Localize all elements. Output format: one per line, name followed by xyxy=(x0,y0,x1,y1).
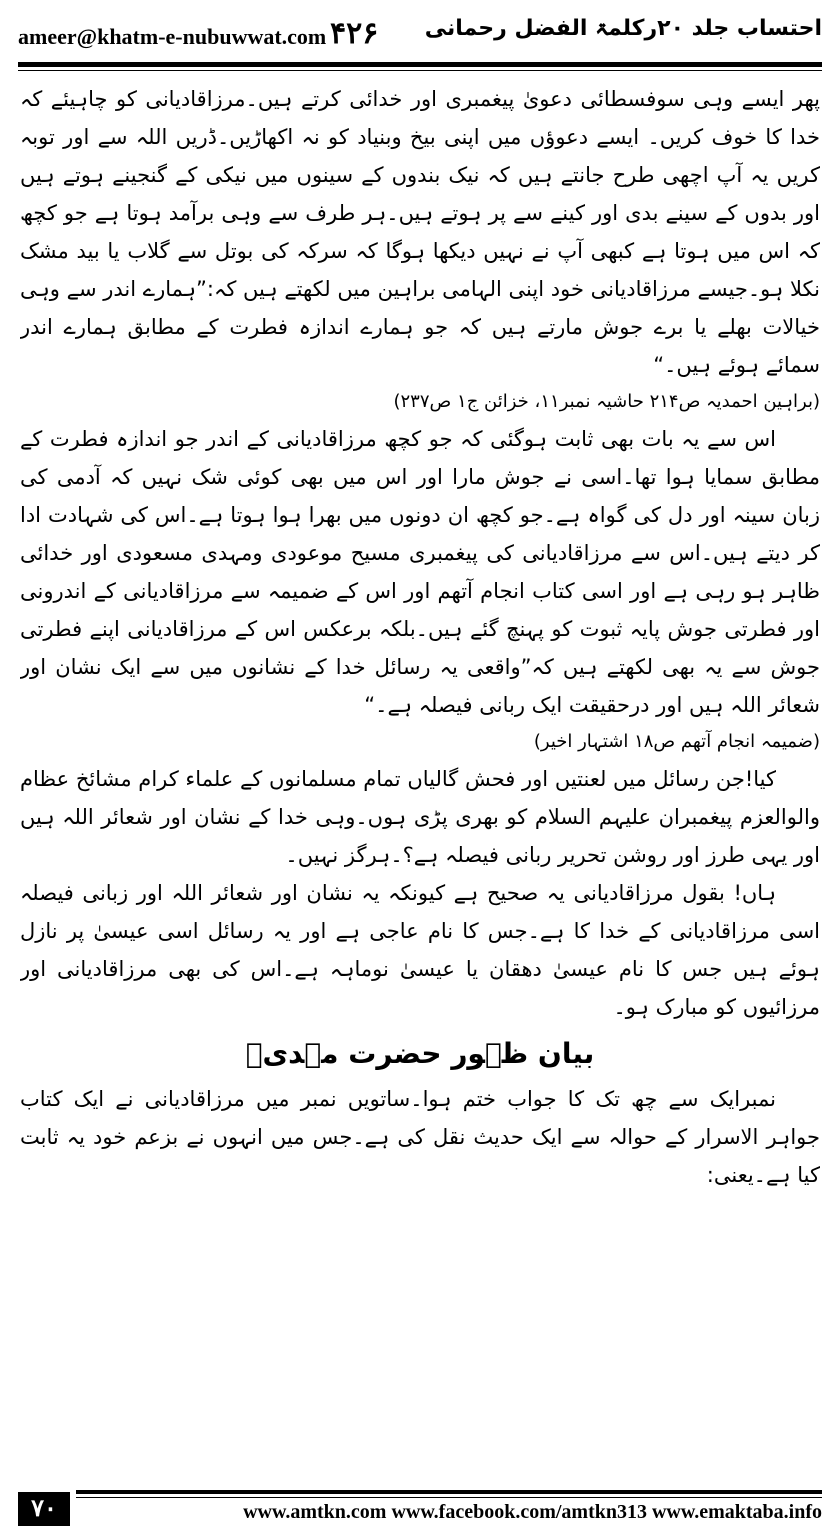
header-divider-thin xyxy=(18,70,822,71)
page-body xyxy=(20,80,820,1470)
page-header xyxy=(18,14,822,58)
footer-page-number: ۷۰ xyxy=(18,1492,70,1526)
footer-divider-thin xyxy=(76,1497,822,1498)
paragraph-5: نمبرایک سے چھ تک کا جواب ختم ہوا۔ساتویں نمبر میں مرزاقادیانی نے ایک کتاب جواہر الاسرار کے حوالہ سے ایک حدیث نقل کی ہے۔جس میں انہوں نے بزعم خود یہ ثابت کیا ہے۔یعنی: xyxy=(20,1087,820,1187)
paragraph-3: کیا!جن رسائل میں لعنتیں اور فحش گالیاں تمام مسلمانوں کے علماء کرام مشائخ عظام والوالعزم پیغمبران علیہم السلام کو بھری پڑی ہوں۔وہی خدا کے نشان اور شعائر اللہ ہیں اور یہی طرز اور روشن تحریر ربانی فیصلہ ہے؟۔ہرگز نہیں۔ xyxy=(20,767,820,867)
header-email[interactable]: ameer@khatm-e-nubuwwat.com xyxy=(18,24,327,49)
section-heading: بیان ظہور حضرت مہدیؒ xyxy=(245,1037,595,1070)
footer-links[interactable]: www.amtkn.com www.facebook.com/amtkn313 www.emaktaba.info xyxy=(243,1501,822,1523)
header-book-title: احتساب جلد ۲۰رکلمۃ الفضل رحمانی xyxy=(424,16,822,41)
citation-2: (ضمیمہ انجام آتھم ص۱۸ اشتہار اخیر) xyxy=(533,731,820,752)
footer-divider xyxy=(76,1490,822,1494)
paragraph-1: پھر ایسے وہی سوفسطائی دعویٰ پیغمبری اور خدائی کرتے ہیں۔مرزاقادیانی کو چاہیئے کہ خدا کا خوف کریں۔ ایسے دعوؤں میں اپنی بیخ وبنیاد کو نہ اکھاڑیں۔ڈریں اللہ سے اور توبہ کریں یہ آپ اچھی طرح جانتے ہیں کہ نیک بندوں کے سینوں میں نیکی کے گنجینے ہوتے ہیں اور بدوں کے سینے بدی اور کینے سے پر ہوتے ہیں۔ہر طرف سے وہی برآمد ہوتا ہے جو کچھ کہ اس میں ہوتا ہے کبھی آپ نے نہیں دیکھا ہوگا کہ سرکہ کی بوتل سے گلاب یا بید مشک نکلا ہو۔جیسے مرزاقادیانی خود اپنی الہامی براہین میں لکھتے ہیں کہ:”ہمارے اندر سے وہی خیالات بھلے یا برے جوش مارتے ہیں کہ جو ہمارے اندازہ فطرت کے مطابق ہمارے اندر سمائے ہوئے ہیں۔“ xyxy=(20,87,820,377)
page-footer xyxy=(18,1488,822,1532)
citation-1: (براہین احمدیہ ص۲۱۴ حاشیہ نمبر۱۱، خزائن ج۱ ص۲۳۷) xyxy=(393,391,820,412)
header-page-number: ۴۲۶ xyxy=(330,17,379,50)
header-divider xyxy=(18,62,822,67)
paragraph-4: ہاں! بقول مرزاقادیانی یہ صحیح ہے کیونکہ یہ نشان اور شعائر اللہ اور زبانی فیصلہ اسی مرزاقادیانی کے خدا کا ہے۔جس کا نام عاجی ہے اور یہ رسائل اسی عیسیٰ پر نازل ہوئے ہیں جس کا نام عیسیٰ دھقان یا عیسیٰ نوماہہ ہے۔اس کی بھی مرزاقادیانی اور مرزائیوں کو مبارک ہو۔ xyxy=(20,881,820,1019)
paragraph-2: اس سے یہ بات بھی ثابت ہوگئی کہ جو کچھ مرزاقادیانی کے اندر جو اندازہ فطرت کے مطابق سمایا ہوا تھا۔اسی نے جوش مارا اور اس میں بھی کوئی شک نہیں کہ آدمی کی زبان سینہ اور دل کی گواہ ہے۔جو کچھ ان دونوں میں بھرا ہوا ہوتا ہے۔اس کی شہادت ادا کر دیتے ہیں۔اس سے مرزاقادیانی کی پیغمبری مسیح موعودی ومہدی مسعودی اور خدائی ظاہر ہو رہی ہے اور اسی کتاب انجام آتھم اور اس کے ضمیمہ سے مرزاقادیانی کے اندرونی اور فطرتی جوش پایہ ثبوت کو پہنچ گئے ہیں۔بلکہ برعکس اس کے مرزاقادیانی اپنے فطرتی جوش سے یہ بھی لکھتے ہیں کہ”واقعی یہ رسائل خدا کے نشانوں میں سے ایک نشان اور شعائر اللہ ہیں اور درحقیقت ایک ربانی فیصلہ ہے۔“ xyxy=(20,427,820,717)
